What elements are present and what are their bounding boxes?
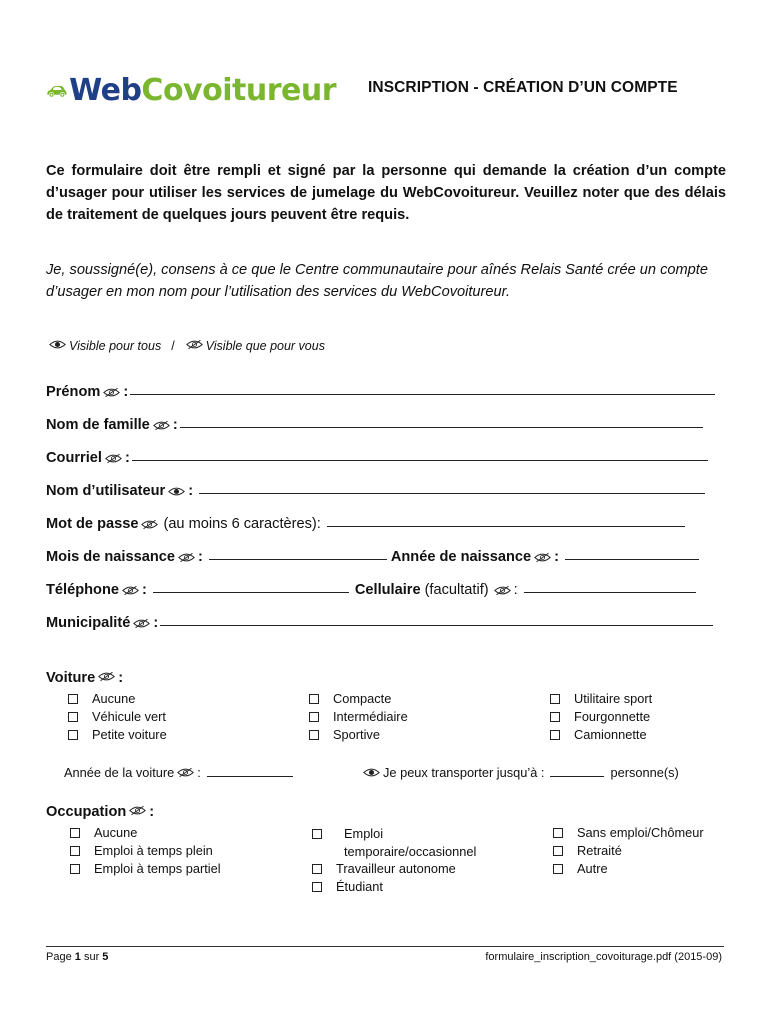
voiture-option[interactable] <box>68 727 167 742</box>
eye-closed-icon <box>177 767 194 778</box>
municipalite-label: Municipalité <box>46 615 131 631</box>
option-label: Emploi à temps partiel <box>94 861 221 876</box>
colon: : <box>172 417 178 433</box>
colon: : <box>197 765 201 780</box>
field-prenom <box>46 378 715 400</box>
occupation-option[interactable] <box>312 825 476 861</box>
eye-closed-icon <box>103 387 120 398</box>
occupation-option[interactable] <box>70 825 137 840</box>
option-label: Autre <box>577 861 608 876</box>
transport-input-line[interactable] <box>550 776 604 777</box>
eye-closed-icon <box>141 519 158 530</box>
field-mot-de-passe <box>46 510 685 532</box>
occupation-option[interactable] <box>70 861 221 876</box>
voiture-option[interactable] <box>550 709 650 724</box>
mois-naissance-label: Mois de naissance <box>46 549 175 565</box>
field-nom-famille <box>46 411 703 433</box>
municipalite-input-line[interactable] <box>160 625 713 626</box>
field-annee-voiture <box>64 765 293 780</box>
eye-closed-icon <box>122 585 139 596</box>
annee-voiture-input-line[interactable] <box>207 776 293 777</box>
cellulaire-label: Cellulaire <box>354 582 421 598</box>
telephone-input-line[interactable] <box>153 592 349 593</box>
page-number <box>46 951 108 963</box>
page-current: 1 <box>74 951 81 963</box>
checkbox[interactable] <box>70 828 80 838</box>
occupation-option[interactable] <box>553 861 608 876</box>
field-mois-annee-naissance <box>46 543 699 565</box>
transport-label: Je peux transporter jusqu’à : <box>383 765 545 780</box>
eye-closed-icon <box>186 339 203 350</box>
option-label: Étudiant <box>336 879 383 894</box>
field-nom-utilisateur <box>46 477 705 499</box>
webcovoitureur-logo <box>46 68 336 114</box>
colon: : <box>554 549 560 565</box>
voiture-option[interactable] <box>68 709 166 724</box>
prenom-label: Prénom <box>46 384 101 400</box>
eye-closed-icon <box>129 805 146 816</box>
page-word: Page <box>46 951 72 963</box>
mot-de-passe-input-line[interactable] <box>327 526 685 527</box>
checkbox[interactable] <box>553 846 563 856</box>
voiture-option[interactable] <box>68 691 135 706</box>
colon: : <box>149 804 155 820</box>
colon: : <box>153 615 159 631</box>
option-label: Camionnette <box>574 727 647 742</box>
colon: : <box>513 582 518 598</box>
checkbox[interactable] <box>550 730 560 740</box>
footer-divider <box>46 946 724 947</box>
of-word: sur <box>83 951 100 963</box>
courriel-label: Courriel <box>46 450 102 466</box>
annee-naissance-label: Année de naissance <box>390 549 532 565</box>
footer-filename: formulaire_inscription_covoiturage.pdf (2015-09) <box>485 951 722 963</box>
field-transport <box>360 765 679 780</box>
occupation-section-title <box>46 804 154 820</box>
courriel-input-line[interactable] <box>132 460 708 461</box>
voiture-option[interactable] <box>550 691 652 706</box>
colon: : <box>118 670 124 686</box>
option-label: Retraité <box>577 843 622 858</box>
visibility-legend <box>46 339 325 353</box>
intro-paragraph: Ce formulaire doit être rempli et signé par la personne qui demande la création d’un compte d’usager pour utiliser les services de jumelage du WebCovoitureur. Veuillez noter que des délais de traitement de quelques jours peuvent être requis. <box>46 163 726 223</box>
logo-text-covoitureur: Covoitureur <box>141 73 336 108</box>
checkbox[interactable] <box>70 864 80 874</box>
legend-visible-you: Visible que pour vous <box>205 339 325 353</box>
cellulaire-input-line[interactable] <box>524 592 696 593</box>
eye-open-icon <box>363 767 380 778</box>
option-label: Compacte <box>333 691 392 706</box>
checkbox[interactable] <box>550 712 560 722</box>
checkbox[interactable] <box>312 882 322 892</box>
colon: : <box>197 549 203 565</box>
colon: : <box>124 450 130 466</box>
mois-naissance-input-line[interactable] <box>209 559 387 560</box>
checkbox[interactable] <box>553 864 563 874</box>
voiture-option[interactable] <box>309 691 391 706</box>
colon: : <box>141 582 147 598</box>
nom-utilisateur-label: Nom d’utilisateur <box>46 483 166 499</box>
checkbox[interactable] <box>68 712 78 722</box>
legend-separator: / <box>171 339 175 353</box>
option-label: Utilitaire sport <box>574 691 653 706</box>
logo-text-web: Web <box>69 73 142 108</box>
checkbox[interactable] <box>309 730 319 740</box>
eye-closed-icon <box>494 585 511 596</box>
annee-naissance-input-line[interactable] <box>565 559 699 560</box>
mot-de-passe-note: (au moins 6 caractères): <box>163 516 321 532</box>
legend-visible-all: Visible pour tous <box>69 339 162 353</box>
colon: : <box>123 384 129 400</box>
consent-paragraph: Je, soussigné(e), consens à ce que le Centre communautaire pour aînés Relais Santé crée un compte d’usager en mon nom pour l’utilisation des services du WebCovoitureur. <box>46 262 708 300</box>
car-logo-icon <box>46 70 67 112</box>
option-label: Intermédiaire <box>333 709 408 724</box>
eye-open-icon <box>168 486 185 497</box>
occupation-option[interactable] <box>312 879 383 894</box>
eye-open-icon <box>49 339 66 350</box>
page-total: 5 <box>102 951 109 963</box>
option-label: Fourgonnette <box>574 709 651 724</box>
field-municipalite <box>46 609 713 631</box>
field-courriel <box>46 444 708 466</box>
document-title: INSCRIPTION - CRÉATION D’UN COMPTE <box>368 79 678 96</box>
field-telephone-cellulaire <box>46 576 696 598</box>
option-label: Emploi <box>344 826 384 841</box>
eye-closed-icon <box>133 618 150 629</box>
option-label: temporaire/occasionnel <box>344 844 477 859</box>
mot-de-passe-label: Mot de passe <box>46 516 139 532</box>
voiture-option[interactable] <box>309 709 408 724</box>
occupation-option[interactable] <box>553 843 622 858</box>
occupation-option[interactable] <box>553 825 704 840</box>
checkbox[interactable] <box>309 712 319 722</box>
annee-voiture-label: Année de la voiture <box>64 765 175 780</box>
eye-closed-icon <box>178 552 195 563</box>
cellulaire-note: (facultatif) <box>424 582 489 598</box>
option-label: Aucune <box>92 691 136 706</box>
checkbox[interactable] <box>312 864 322 874</box>
voiture-option[interactable] <box>550 727 647 742</box>
option-label: Petite voiture <box>92 727 167 742</box>
telephone-label: Téléphone <box>46 582 119 598</box>
colon: : <box>188 483 194 499</box>
option-label: Aucune <box>94 825 138 840</box>
option-label: Véhicule vert <box>92 709 166 724</box>
checkbox[interactable] <box>309 694 319 704</box>
transport-suffix: personne(s) <box>610 765 679 780</box>
checkbox[interactable] <box>68 694 78 704</box>
checkbox[interactable] <box>312 829 322 839</box>
option-label: Travailleur autonome <box>336 861 456 876</box>
nom-utilisateur-input-line[interactable] <box>199 493 705 494</box>
occupation-title: Occupation <box>46 804 127 820</box>
eye-closed-icon <box>534 552 551 563</box>
checkbox[interactable] <box>553 828 563 838</box>
eye-closed-icon <box>105 453 122 464</box>
option-label: Emploi à temps plein <box>94 843 213 858</box>
voiture-section-title <box>46 670 123 686</box>
option-label: Sans emploi/Chômeur <box>577 825 704 840</box>
voiture-title: Voiture <box>46 670 96 686</box>
checkbox[interactable] <box>550 694 560 704</box>
occupation-option[interactable] <box>312 861 456 876</box>
occupation-option[interactable] <box>70 843 213 858</box>
eye-closed-icon <box>98 671 115 682</box>
voiture-option[interactable] <box>309 727 380 742</box>
option-label: Sportive <box>333 727 380 742</box>
checkbox[interactable] <box>70 846 80 856</box>
checkbox[interactable] <box>68 730 78 740</box>
nom-famille-input-line[interactable] <box>180 427 703 428</box>
eye-closed-icon <box>153 420 170 431</box>
prenom-input-line[interactable] <box>130 394 715 395</box>
nom-famille-label: Nom de famille <box>46 417 150 433</box>
